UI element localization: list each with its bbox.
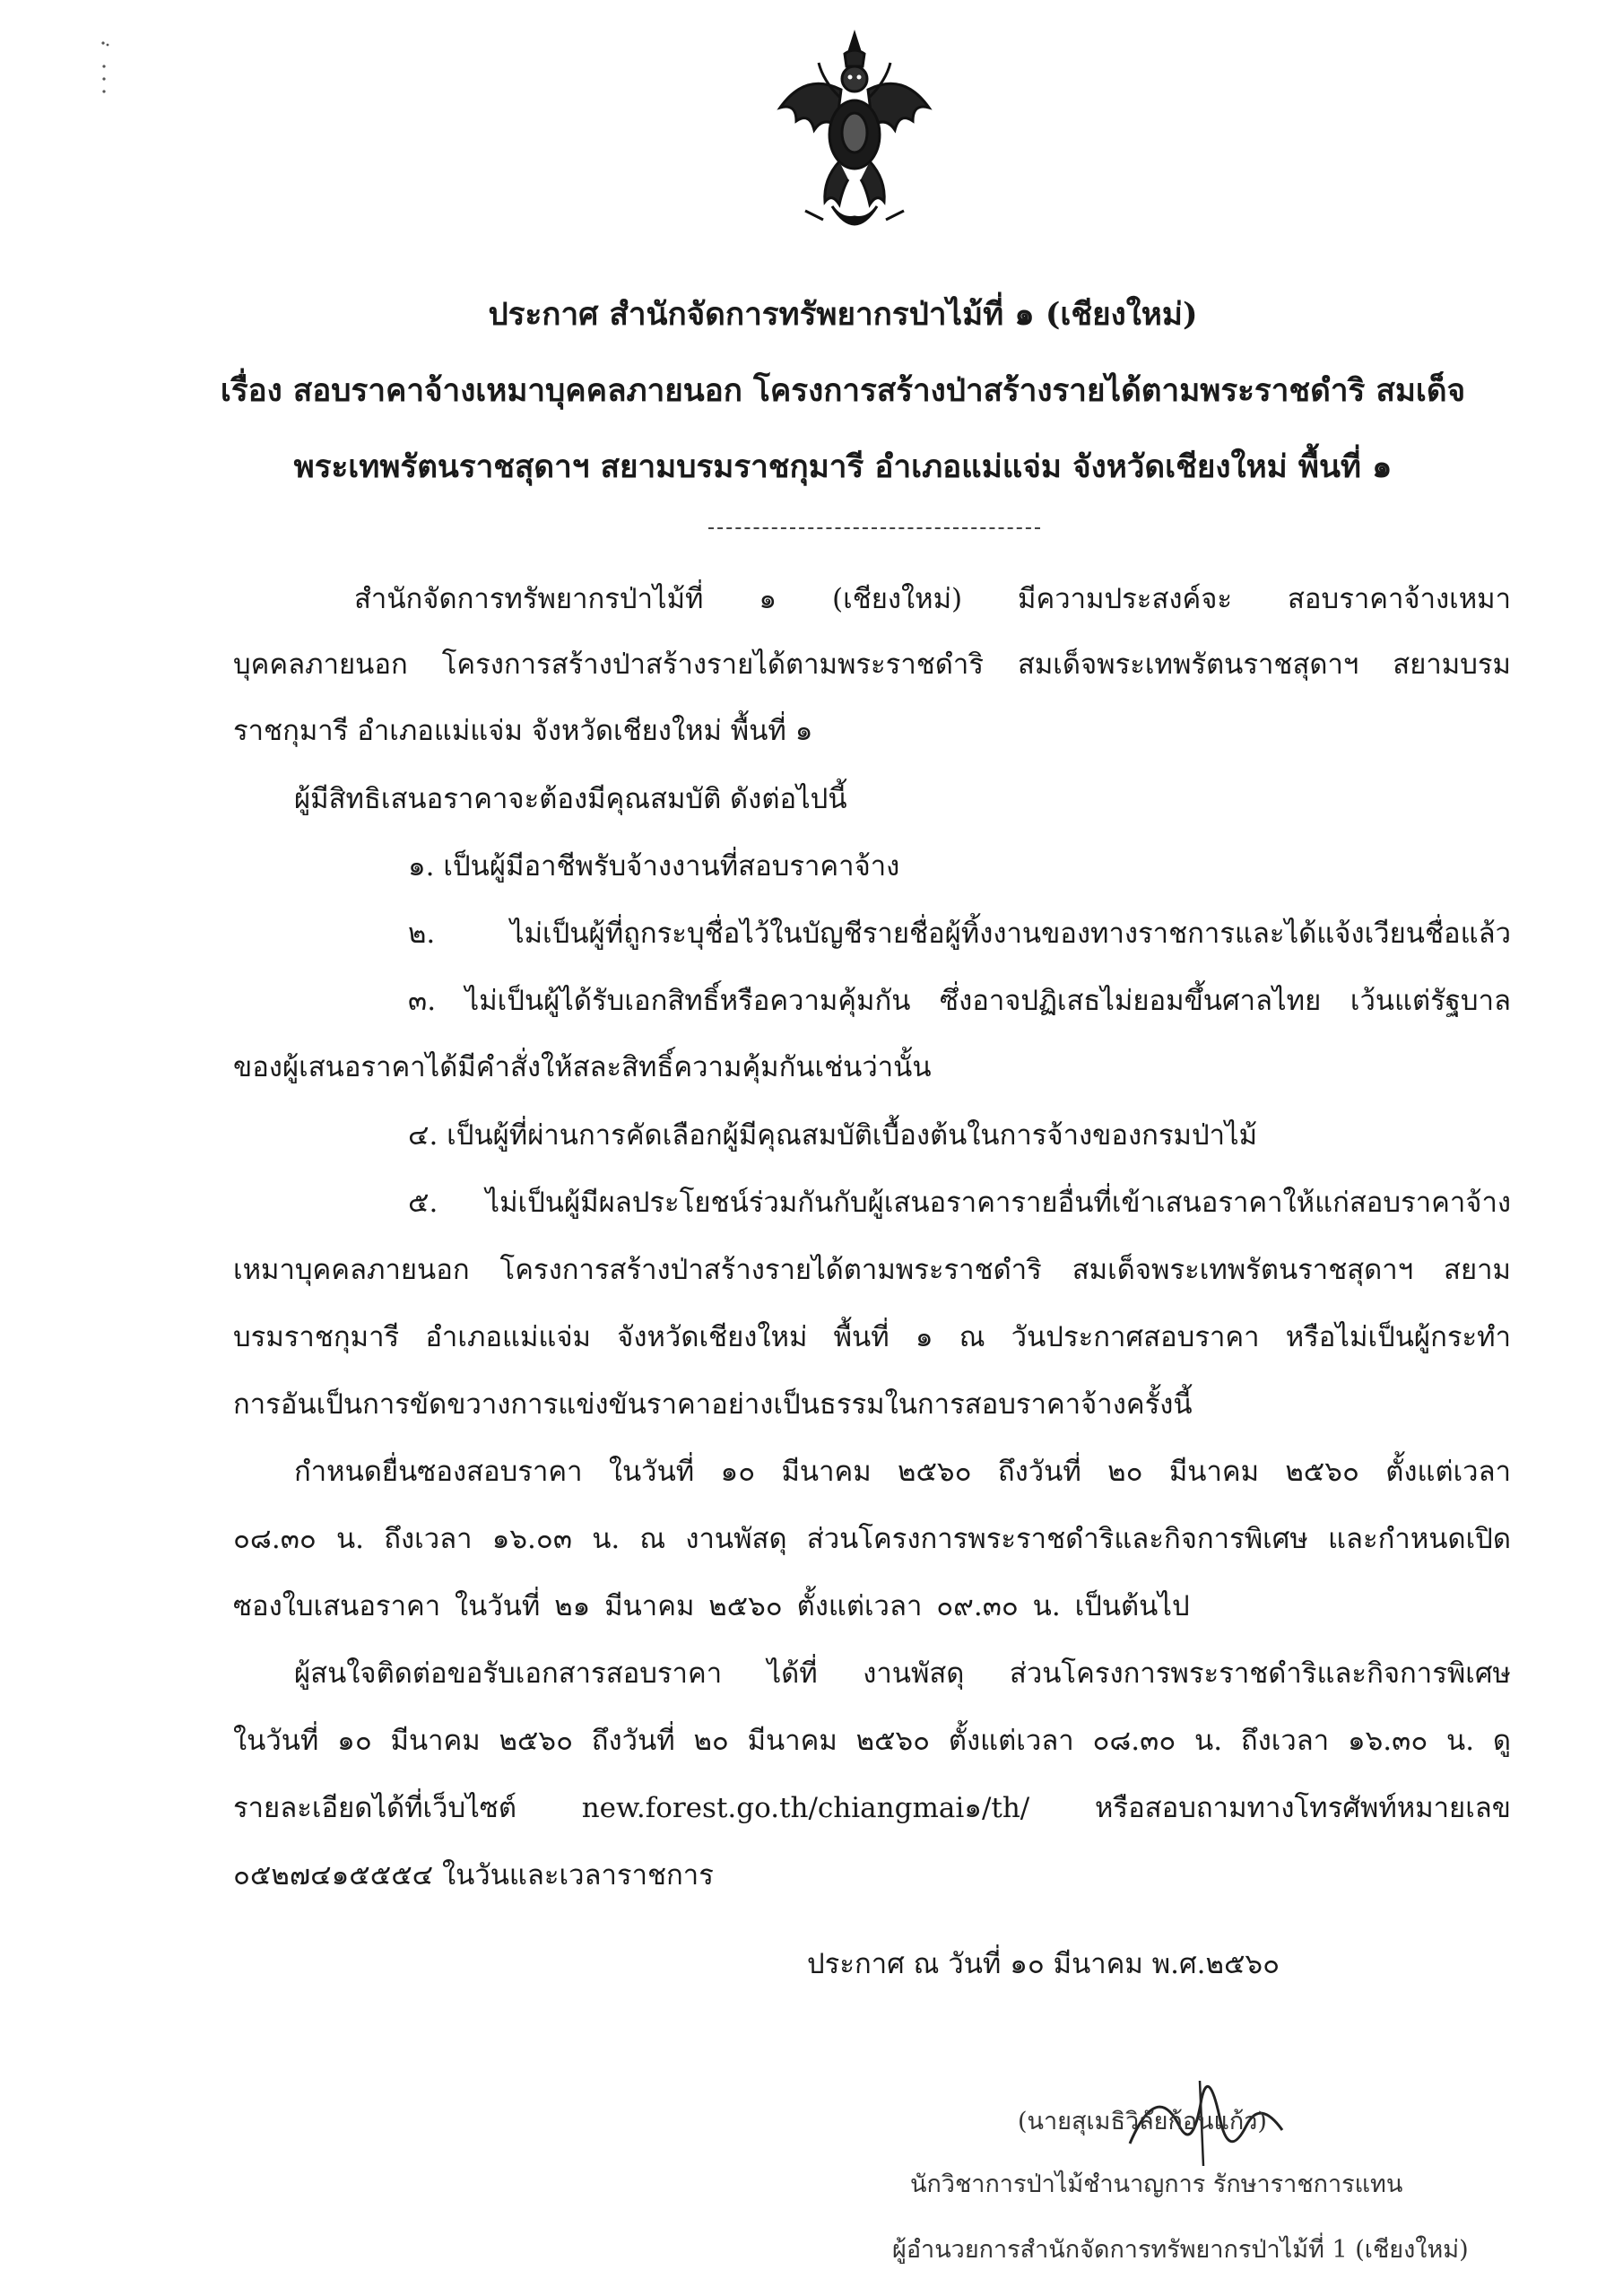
contact-line: รายละเอียดได้ที่เว็บไซต์ new.forest.go.th/chiangmai๑/th/ หรือสอบถามทางโทรศัพท์หมายเลข bbox=[233, 1792, 1511, 1824]
intro-line: บุคคลภายนอก โครงการสร้างป่าสร้างรายได้ตามพระราชดำริ สมเด็จพระเทพรัตนราชสุดาฯ สยามบรม bbox=[233, 648, 1511, 681]
qualification-item-5-cont: เหมาบุคคลภายนอก โครงการสร้างป่าสร้างรายได้ตามพระราชดำริ สมเด็จพระเทพรัตนราชสุดาฯ สยาม bbox=[233, 1254, 1511, 1286]
title-divider bbox=[708, 527, 1040, 529]
qualification-item-3-cont: ของผู้เสนอราคาได้มีคำสั่งให้สละสิทธิ์ความคุ้มกันเช่นว่านั้น bbox=[233, 1051, 932, 1083]
announce-date: ประกาศ ณ วันที่ ๑๐ มีนาคม พ.ศ.๒๕๖๐ bbox=[807, 1948, 1280, 1980]
submission-line: ๐๘.๓๐ น. ถึงเวลา ๑๖.๐๓ น. ณ งานพัสดุ ส่วนโครงการพระราชดำริและกิจการพิเศษ และกำหนดเปิด bbox=[233, 1523, 1511, 1555]
qualification-item-3: ๓. ไม่เป็นผู้ได้รับเอกสิทธิ์หรือความคุ้มกัน ซึ่งอาจปฏิเสธไม่ยอมขึ้นศาลไทย เว้นแต่รัฐบาล bbox=[408, 985, 1511, 1017]
qualification-item-1: ๑. เป็นผู้มีอาชีพรับจ้างงานที่สอบราคาจ้าง bbox=[408, 850, 900, 883]
intro-line: ราชกุมารี อำเภอแม่แจ่ม จังหวัดเชียงใหม่ พื้นที่ ๑ bbox=[233, 715, 813, 747]
submission-line: กำหนดยื่นซองสอบราคา ในวันที่ ๑๐ มีนาคม ๒๕๖๐ ถึงวันที่ ๒๐ มีนาคม ๒๕๖๐ ตั้งแต่เวลา bbox=[294, 1456, 1511, 1488]
announcement-title: ประกาศ สำนักจัดการทรัพยากรป่าไม้ที่ ๑ (เชียงใหม่) bbox=[488, 296, 1198, 333]
contact-line: ผู้สนใจติดต่อขอรับเอกสารสอบราคา ได้ที่ งานพัสดุ ส่วนโครงการพระราชดำริและกิจการพิเศษ bbox=[294, 1657, 1511, 1690]
contact-line: ๐๕๒๗๔๑๕๕๕๔ ในวันและเวลาราชการ bbox=[233, 1859, 714, 1892]
contact-line: ในวันที่ ๑๐ มีนาคม ๒๕๖๐ ถึงวันที่ ๒๐ มีนาคม ๒๕๖๐ ตั้งแต่เวลา ๐๘.๓๐ น. ถึงเวลา ๑๖.๓๐ น. ดู bbox=[233, 1725, 1511, 1757]
subject-line-1: เรื่อง สอบราคาจ้างเหมาบุคคลภายนอก โครงการสร้างป่าสร้างรายได้ตามพระราชดำริ สมเด็จ bbox=[220, 372, 1466, 409]
garuda-emblem-icon bbox=[769, 27, 940, 242]
scan-artifact-dots bbox=[100, 36, 109, 108]
submission-line: ซองใบเสนอราคา ในวันที่ ๒๑ มีนาคม ๒๕๖๐ ตั้งแต่เวลา ๐๙.๓๐ น. เป็นต้นไป bbox=[233, 1590, 1190, 1622]
qualification-item-5-cont: บรมราชกุมารี อำเภอแม่แจ่ม จังหวัดเชียงใหม่ พื้นที่ ๑ ณ วันประกาศสอบราคา หรือไม่เป็นผู้กระทำ bbox=[233, 1321, 1511, 1353]
qualification-item-2: ๒. ไม่เป็นผู้ที่ถูกระบุชื่อไว้ในบัญชีรายชื่อผู้ทิ้งงานของทางราชการและได้แจ้งเวียนชื่อแล้ว bbox=[408, 918, 1511, 950]
qualification-item-4: ๔. เป็นผู้ที่ผ่านการคัดเลือกผู้มีคุณสมบัติเบื้องต้นในการจ้างของกรมป่าไม้ bbox=[408, 1119, 1258, 1152]
signatory-title: ผู้อำนวยการสำนักจัดการทรัพยากรป่าไม้ที่ 1 (เชียงใหม่) bbox=[892, 2236, 1469, 2264]
intro-line: สำนักจัดการทรัพยากรป่าไม้ที่ ๑ (เชียงใหม่) มีความประสงค์จะ สอบราคาจ้างเหมา bbox=[354, 583, 1511, 615]
qualification-item-5-cont: การอันเป็นการขัดขวางการแข่งขันราคาอย่างเป็นธรรมในการสอบราคาจ้างครั้งนี้ bbox=[233, 1388, 1193, 1421]
qualification-item-5: ๕. ไม่เป็นผู้มีผลประโยชน์ร่วมกันกับผู้เสนอราคารายอื่นที่เข้าเสนอราคาให้แก่สอบราคาจ้าง bbox=[408, 1187, 1511, 1219]
subject-line-2: พระเทพรัตนราชสุดาฯ สยามบรมราชกุมารี อำเภอแม่แจ่ม จังหวัดเชียงใหม่ พื้นที่ ๑ bbox=[293, 448, 1393, 485]
qualifications-heading: ผู้มีสิทธิเสนอราคาจะต้องมีคุณสมบัติ ดังต่อไปนี้ bbox=[294, 783, 847, 815]
signatory-position: นักวิชาการป่าไม้ชำนาญการ รักษาราชการแทน bbox=[910, 2170, 1403, 2198]
signatory-name: (นายสุเมธิวิลัยก้อนแก้ว) bbox=[1018, 2108, 1267, 2135]
